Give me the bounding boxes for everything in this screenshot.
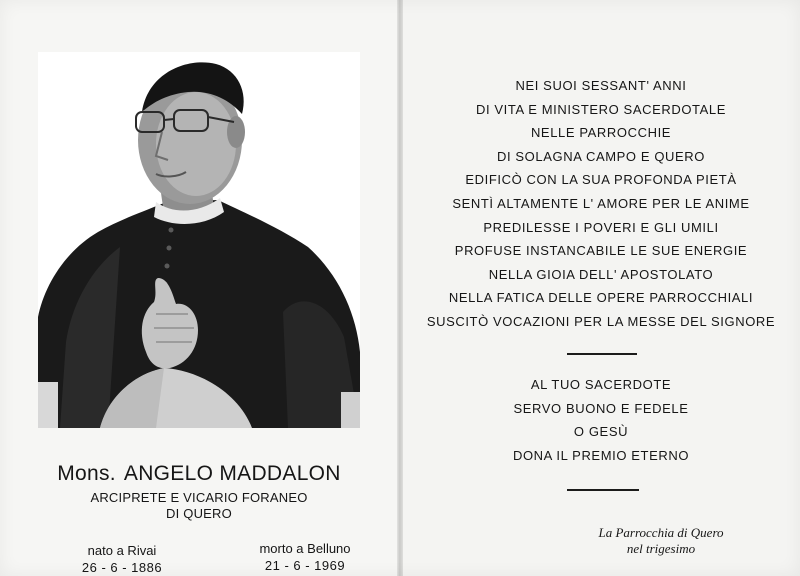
- parish-signature-line2: nel trigesimo: [626, 541, 696, 556]
- tribute-verse: [402, 74, 800, 334]
- name-honorific: Mons.: [57, 462, 116, 485]
- birth-info: [62, 543, 182, 575]
- birth-date: 26 - 6 - 1886: [81, 560, 163, 575]
- priest-name: [0, 462, 398, 486]
- priest-title-line1: ARCIPRETE E VICARIO FORANEO: [90, 490, 308, 505]
- prayer-line: O GESÙ: [573, 424, 629, 440]
- verse-line: NELLA FATICA DELLE OPERE PARROCCHIALI: [448, 290, 754, 306]
- name-full: ANGELO MADDALON: [123, 462, 341, 485]
- verse-line: NELLE PARROCCHIE: [530, 125, 672, 141]
- verse-line: DI SOLAGNA CAMPO E QUERO: [497, 148, 705, 164]
- verse-line: NEI SUOI SESSANT' ANNI: [515, 78, 687, 93]
- divider-rule: [567, 489, 639, 491]
- verse-line: EDIFICÒ CON LA SUA PROFONDA PIETÀ: [465, 172, 737, 188]
- prayer-line: DONA IL PREMIO ETERNO: [512, 447, 690, 463]
- verse-line: NELLA GIOIA DELL' APOSTOLATO: [488, 266, 714, 282]
- verse-line: PREDILESSE I POVERI E GLI UMILI: [483, 219, 719, 235]
- prayer-line: AL TUO SACERDOTE: [530, 377, 672, 392]
- verse-line: SUSCITÒ VOCAZIONI PER LA MESSE DEL SIGNORE: [426, 313, 776, 329]
- prayer-verse: [402, 373, 800, 467]
- death-label: morto a Belluno: [259, 541, 351, 556]
- parish-signature-line1: La Parrocchia di Quero: [598, 525, 724, 540]
- prayer-line: SERVO BUONO E FEDELE: [513, 400, 689, 416]
- priest-title-line2: DI QUERO: [166, 506, 232, 521]
- verse-line: DI VITA E MINISTERO SACERDOTALE: [476, 101, 726, 117]
- death-info: [240, 541, 370, 573]
- portrait-photo: [38, 52, 360, 428]
- verse-line: SENTÌ ALTAMENTE L' AMORE PER LE ANIME: [452, 195, 750, 211]
- death-date: 21 - 6 - 1969: [264, 558, 346, 573]
- birth-label: nato a Rivai: [87, 543, 157, 558]
- verse-line: PROFUSE INSTANCABILE LE SUE ENERGIE: [454, 243, 748, 259]
- divider-rule: [567, 353, 637, 355]
